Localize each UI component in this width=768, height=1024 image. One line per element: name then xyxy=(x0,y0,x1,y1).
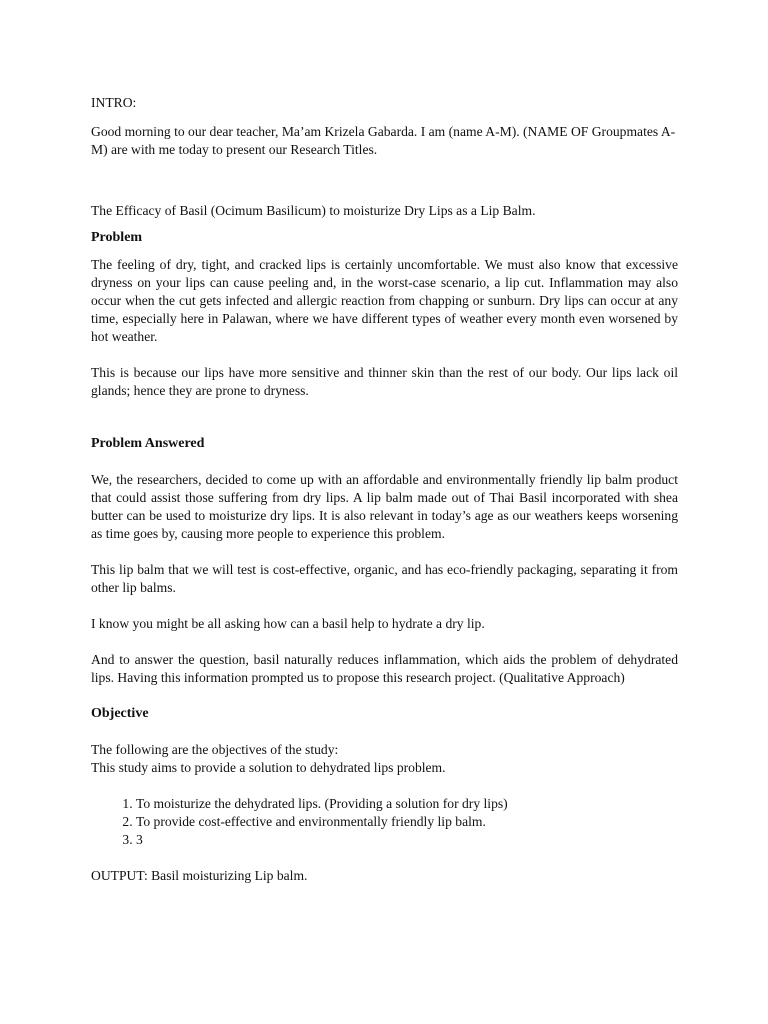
research-title: The Efficacy of Basil (Ocimum Basilicum) to moisturize Dry Lips as a Lip Balm. xyxy=(91,203,536,218)
document-page xyxy=(91,94,678,885)
problem-answered-paragraph-1: We, the researchers, decided to come up with an affordable and environmentally friendly lip balm product that could assist those suffering from dry lips. A lip balm made out of Thai Basil incorporated with shea butter can be used to moisturize dry lips. It is also relevant in today’s age as our weathers keeps worsening as time goes by, causing more people to experience this problem. xyxy=(91,472,678,541)
objective-list-item: 3. 3 xyxy=(136,831,678,849)
objective-intro-line: The following are the objectives of the study: xyxy=(91,742,339,757)
problem-paragraph-2: This is because our lips have more sensitive and thinner skin than the rest of our body. Our lips lack oil glands; hence they are prone to dryness. xyxy=(91,365,678,398)
output-line: OUTPUT: Basil moisturizing Lip balm. xyxy=(91,868,308,883)
problem-answered-paragraph-2: This lip balm that we will test is cost-effective, organic, and has eco-friendly packaging, separating it from other lip balms. xyxy=(91,562,678,595)
objective-aim-line: This study aims to provide a solution to dehydrated lips problem. xyxy=(91,760,446,775)
problem-answered-paragraph-4: And to answer the question, basil naturally reduces inflammation, which aids the problem of dehydrated lips. Having this information prompted us to propose this research project. (Qualitative Approach) xyxy=(91,652,678,685)
objective-list-item: 2. To provide cost-effective and environmentally friendly lip balm. xyxy=(136,813,678,831)
objective-heading: Objective xyxy=(91,706,149,721)
objective-list-item: 1. To moisturize the dehydrated lips. (Providing a solution for dry lips) xyxy=(136,795,678,813)
problem-answered-heading: Problem Answered xyxy=(91,436,205,451)
intro-greeting: Good morning to our dear teacher, Ma’am Krizela Gabarda. I am (name A-M). (NAME OF Groupmates A-M) are with me today to present our Research Titles. xyxy=(91,124,676,157)
intro-label: INTRO: xyxy=(91,95,137,110)
objective-list xyxy=(91,795,678,849)
problem-answered-paragraph-3: I know you might be all asking how can a basil help to hydrate a dry lip. xyxy=(91,616,485,631)
problem-paragraph-1: The feeling of dry, tight, and cracked lips is certainly uncomfortable. We must also know that excessive dryness on your lips can cause peeling and, in the worst-case scenario, a lip cut. Inflammation may also occur when the cut gets infected and allergic reaction from chapping or sunburn. Dry lips can occur at any time, especially here in Palawan, where we have different types of weather every month even worsened by hot weather. xyxy=(91,257,678,344)
problem-heading: Problem xyxy=(91,230,143,245)
